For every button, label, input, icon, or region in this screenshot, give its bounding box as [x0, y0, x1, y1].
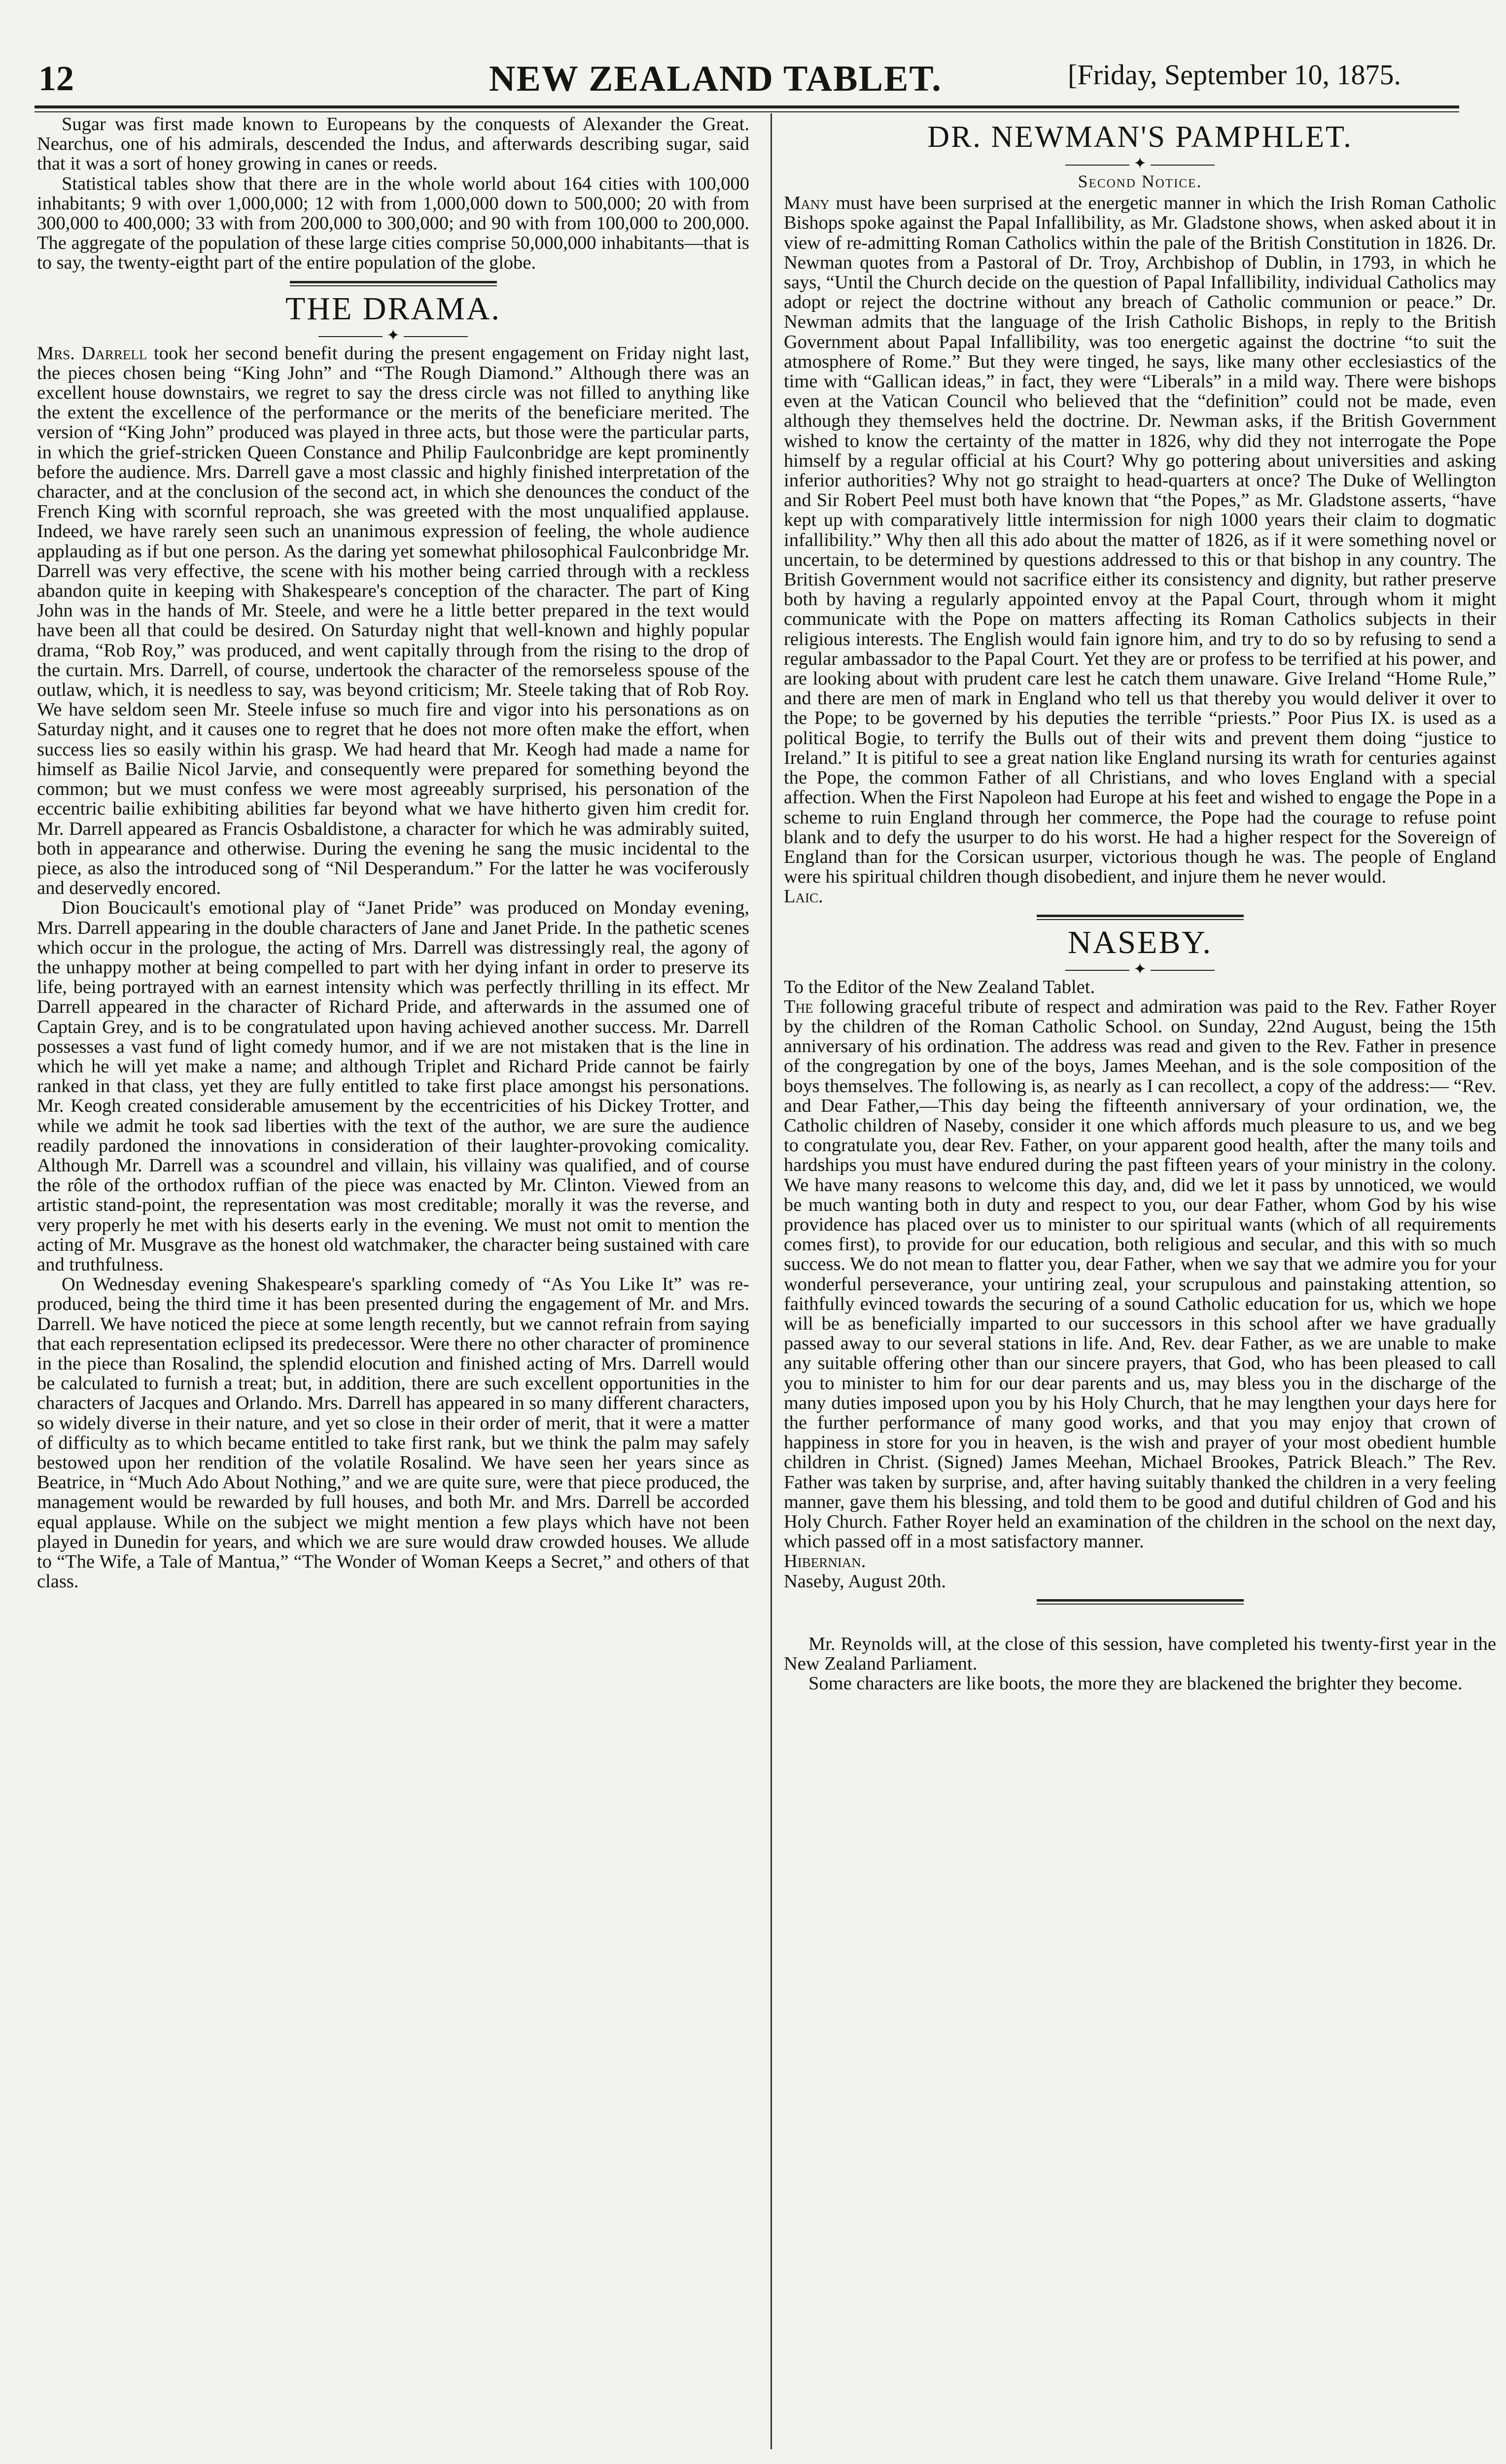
spacer	[784, 1605, 1496, 1634]
drama-paragraph-3: On Wednesday evening Shakespeare's sparkling comedy of “As You Like It” was re-produced, being the third time it has been presented during the engagement of Mr. and Mrs. Darrell. We have noticed the piece at some length recently, but we cannot refrain from saying that each representation eclipsed its predecessor. Were there no other character of prominence in the piece than Rosalind, the splendid elocution and finished acting of Mrs. Darrell would be calculated to furnish a treat; but, in addition, there are such excellent opportunities in the characters of Jacques and Orlando. Mrs. Darrell has appeared in so many different characters, so widely diverse in their nature, and yet so close in their order of merit, that it were a matter of difficulty as to which became entitled to take first rank, but we think the palm may safely bestowed upon her rendition of the volatile Rosalind. We have seen her years since as Beatrice, in “Much Ado About Nothing,” and we are quite sure, were that piece produced, the management would be rewarded by full houses, and both Mr. and Mrs. Darrell be accorded equal applause. While on the subject we might mention a few plays which have not been played in Dunedin for years, and which we are sure would draw crowded houses. We allude to “The Wife, a Tale of Mantua,” “The Wonder of Woman Keeps a Secret,” and others of that class.	[37, 1274, 749, 1592]
naseby-heading: NASEBY.	[1067, 924, 1213, 960]
boots-paragraph: Some characters are like boots, the more they are blackened the brighter they become.	[808, 1673, 1463, 1694]
left-column	[37, 114, 749, 1591]
masthead-rule-thin	[35, 111, 1459, 112]
naseby-lead-word: The	[784, 996, 813, 1017]
newman-lead-word: Many	[784, 193, 830, 214]
section-divider	[290, 281, 497, 286]
newman-signature: Laic.	[784, 886, 823, 907]
to-editor-line: To the Editor of the New Zealand Tablet.	[784, 976, 1095, 997]
naseby-dateline: Naseby, August 20th.	[784, 1571, 946, 1592]
drama-heading: THE DRAMA.	[285, 290, 501, 327]
section-divider	[1037, 1599, 1244, 1605]
section-divider	[1037, 915, 1244, 920]
drama-paragraph-2: Dion Boucicault's emotional play of “Janet Pride” was produced on Monday evening, Mrs. Darrell appearing in the double characters of Jane and Janet Pride. In the pathetic scenes which occur in the prologue, the acting of Mrs. Darrell was distressingly real, the agony of the unhappy mother at being compelled to part with her dying infant in order to preserve its life, being portrayed with an earnest intensity which was perfectly thrilling in its effect. Mr Darrell appeared in the character of Richard Pride, and afterwards in the assumed one of Captain Grey, and is to be congratulated upon having achieved another success. Mr. Darrell possesses a vast fund of light comedy humor, and if we are not mistaken that is the line in which he will yet make a name; and although Triplet and Richard Pride cannot be fairly ranked in that class, yet they are fully entitled to take first place amongst his personations. Mr. Keogh created considerable amusement by the eccentricities of his Dickey Trotter, and while we admit he took sad liberties with the text of the author, we are sure the audience readily pardoned the innovations in consideration of their laughter-provoking comicality. Although Mr. Darrell was a scoundrel and villain, his villainy was qualified, and of course the rôle of the orthodox ruffian of the piece was enacted by Mr. Clinton. Viewed from an artistic stand-point, the representation was most creditable; morally it was the reverse, and very properly he met with his deserts early in the evening. We must not omit to mention the acting of Mr. Musgrave as the honest old watchmaker, the character being sustained with care and truthfulness.	[37, 897, 749, 1275]
newspaper-title: NEW ZEALAND TABLET.	[489, 59, 942, 99]
newman-paragraph: Many must have been surprised at the energetic manner in which the Irish Roman Catholic Bishops spoke against the Papal Infallibility, as Mr. Gladstone shows, when asked about it in view of re-admitting Roman Catholics within the pale of the British Constitution in 1826. Dr. Newman quotes from a Pastoral of Dr. Troy, Archbishop of Dublin, in 1793, in which he says, “Until the Church decide on the question of Papal Infallibility, individual Catholics may adopt or reject the doctrine without any breach of Catholic communion or peace.” Dr. Newman admits that the language of the Irish Catholic Bishops, in reply to the British Government about Papal Infallibility, was too energetic against the doctrine “to suit the atmosphere of Rome.” But they were tinged, he says, like many other ecclesiastics of the time with “Gallican ideas,” in fact, they were “Liberals” in a mild way. There were bishops even at the Vatican Council who believed that the “definition” could not be made, even although they themselves held the doctrine. Dr. Newman asks, if the British Government wished to know the certainty of the matter in 1826, why did they not interrogate the Pope himself by a regular official at his Court? Why go pottering about universities and asking inferior authorities? Why not go straight to head-quarters at once? The Duke of Wellington and Sir Robert Peel must both have known that “the Popes,” as Mr. Gladstone asserts, “have kept up with comparatively little intermission for nigh 1000 years their claim to dogmatic infallibility.” Why then all this ado about the matter of 1826, as if it were something novel or uncertain, to be determined by questions addressed to this or that bishop in any country. The British Government would not sacrifice either its consistency and dignity, but rather preserve both by having a regularly appointed envoy at the Papal Court, through whom it might communicate with the Pope on matters affecting its Roman Catholics subjects in their religious interests. The English would fain ignore him, and try to do so by refusing to send a regular ambassador to the Papal Court. Yet they are or profess to be terrified at his power, and are looking about with prudent care lest he catch them unaware. Give Ireland “Home Rule,” and there are men of mark in England who tell us that thereby you would deliver it over to the Pope; to be governed by his deputies the terrible “priests.” Poor Pius IX. is used as a political Bogie, to terrify the Bulls out of their wits and prevent them doing “justice to Ireland.” It is pitiful to see a great nation like England nursing its wrath for centuries against the Pope, the common Father of all Christians, and who loves England with a special affection. When the First Napoleon had Europe at his feet and wished to engage the Pope in a scheme to ruin England through her commerce, the Pope had the courage to refuse point blank and to defy the usurper to do his worst. He had a higher respect for the Sovereign of England than for the Corsican usurper, victorious though he was. The people of England were his spiritual children though disobedient, and injure them he never would.	[784, 193, 1496, 888]
page-number: 12	[38, 59, 74, 98]
heading-ornament: ✦	[784, 155, 1496, 171]
issue-date: [Friday, September 10, 1875.	[1068, 59, 1401, 91]
naseby-paragraph: The following graceful tribute of respect and admiration was paid to the Rev. Father Royer by the children of the Roman Catholic School. on Sunday, 22nd August, being the 15th anniversary of his ordination. The address was read and given to the Rev. Father in presence of the congregation by one of the boys, James Meehan, and is the sole composition of the boys themselves. The following is, as nearly as I can recollect, a copy of the address:— “Rev. and Dear Father,—This day being the fifteenth anniversary of your ordination, we, the Catholic children of Naseby, consider it one which affords much pleasure to us, and we beg to congratulate you, dear Rev. Father, on your apparent good health, after the many toils and hardships you must have endured during the past fifteen years of your ministry in the colony. We have many reasons to welcome this day, and, did we let it pass by unnoticed, we would be much wanting both in duty and respect to you, our dear Father, whom God by his wise providence has placed over us to minister to our spiritual wants (which of all requirements comes first), to provide for our education, both religious and secular, and this with so much success. We do not mean to flatter you, dear Father, when we say that we admire you for your wonderful perseverance, your untiring zeal, your scrupulous and painstaking attention, so faithfully evinced towards the securing of a sound Catholic education for us, which we hope will be as beneficially imparted to our successors in this school after we have gradually passed away to our several stations in life. And, Rev. dear Father, as we are unable to make any suitable offering other than our sincere prayers, that God, who has been pleased to call you to minister to him for our dear parents and us, may bless you in the discharge of the many duties imposed upon you by his Holy Church, that he may lengthen your days here for the further performance of many good works, and that you may enjoy that crown of happiness in store for you in heaven, is the wish and prayer of your most obedient humble children in Christ. (Signed) James Meehan, Michael Brookes, Patrick Bleach.” The Rev. Father was taken by surprise, and, after having suitably thanked the children in a very feeling manner, gave them his blessing, and told them to be good and dutiful children of God and his Holy Church. Father Royer held an examination of the children in the school on the next day, which passed off in a most satisfactory manner.	[784, 996, 1496, 1552]
masthead	[38, 58, 1458, 107]
newman-subheading: Second Notice.	[1078, 171, 1202, 191]
newman-heading: DR. NEWMAN'S PAMPHLET.	[927, 120, 1353, 154]
right-column	[784, 114, 1496, 1693]
drama-paragraph-1: Mrs. Darrell took her second benefit during the present engagement on Friday night last, the pieces chosen being “King John” and “The Rough Diamond.” Although there was an excellent house downstairs, we regret to say the dress circle was not filled to anything like the extent the excellence of the performance or the merits of the beneficiare merited. The version of “King John” produced was played in three acts, but those were the particular parts, in which the grief-stricken Queen Constance and Philip Faulconbridge are kept prominently before the audience. Mrs. Darrell gave a most classic and highly finished interpretation of the character, and at the conclusion of the second act, in which she denounces the conduct of the French King with scornful reproach, she was greeted with the most unqualified applause. Indeed, we have rarely seen such an unanimous expression of feeling, the whole audience applauding as if but one person. As the daring yet somewhat philosophical Faulconbridge Mr. Darrell was very effective, the scene with his mother being carried through with a reckless abandon quite in keeping with Shakespeare's conception of the character. The part of King John was in the hands of Mr. Steele, and were he a little better prepared in the text would have been all that could be desired. On Saturday night that well-known and highly popular drama, “Rob Roy,” was produced, and went capitally through from the rising to the drop of the curtain. Mrs. Darrell, of course, undertook the character of the remorseless spouse of the outlaw, which, it is needless to say, was beyond criticism; Mr. Steele taking that of Rob Roy. We have seldom seen Mr. Steele infuse so much fire and vigor into his personations as on Saturday night, and it causes one to regret that he does not more often make the effort, when success lies so easily within his grasp. We had heard that Mr. Keogh had made a name for himself as Bailie Nicol Jarvie, and consequently were prepared for something beyond the common; but we must confess we were most agreeably surprised, his personation of the eccentric bailie exhibiting abilities far beyond what we have hitherto given him credit for. Mr. Darrell appeared as Francis Osbaldistone, a character for which he was admirably suited, both in appearance and otherwise. During the evening he sang the music incidental to the piece, as also the introduced song of “Nil Desperandum.” For the latter he was vociferously and deservedly encored.	[37, 342, 749, 899]
drama-lead-words: Mrs. Darrell	[37, 342, 147, 364]
city-statistics-paragraph: Statistical tables show that there are in the whole world about 164 cities with 100,000 inhabitants; 9 with over 1,000,000; 12 with from 1,000,000 down to 500,000; 20 with from 300,000 to 400,000; 33 with from 200,000 to 300,000; and 90 with from 100,000 to 200,000. The aggregate of the population of these large cities comprise 50,000,000 inhabitants—that is to say, the twenty-eigtht part of the entire population of the globe.	[37, 173, 749, 274]
sugar-paragraph: Sugar was first made known to Europeans by the conquests of Alexander the Great. Nearchus, one of his admirals, descended the Indus, and afterwards describing sugar, said that it was a sort of honey growing in canes or reeds.	[37, 114, 749, 174]
heading-ornament: ✦	[37, 327, 749, 343]
heading-ornament: ✦	[784, 960, 1496, 977]
column-divider	[771, 113, 772, 2449]
reynolds-paragraph: Mr. Reynolds will, at the close of this session, have completed his twenty-first year in the New Zealand Parliament.	[784, 1633, 1496, 1675]
naseby-signature: Hibernian.	[784, 1551, 866, 1572]
masthead-rule	[35, 105, 1459, 108]
